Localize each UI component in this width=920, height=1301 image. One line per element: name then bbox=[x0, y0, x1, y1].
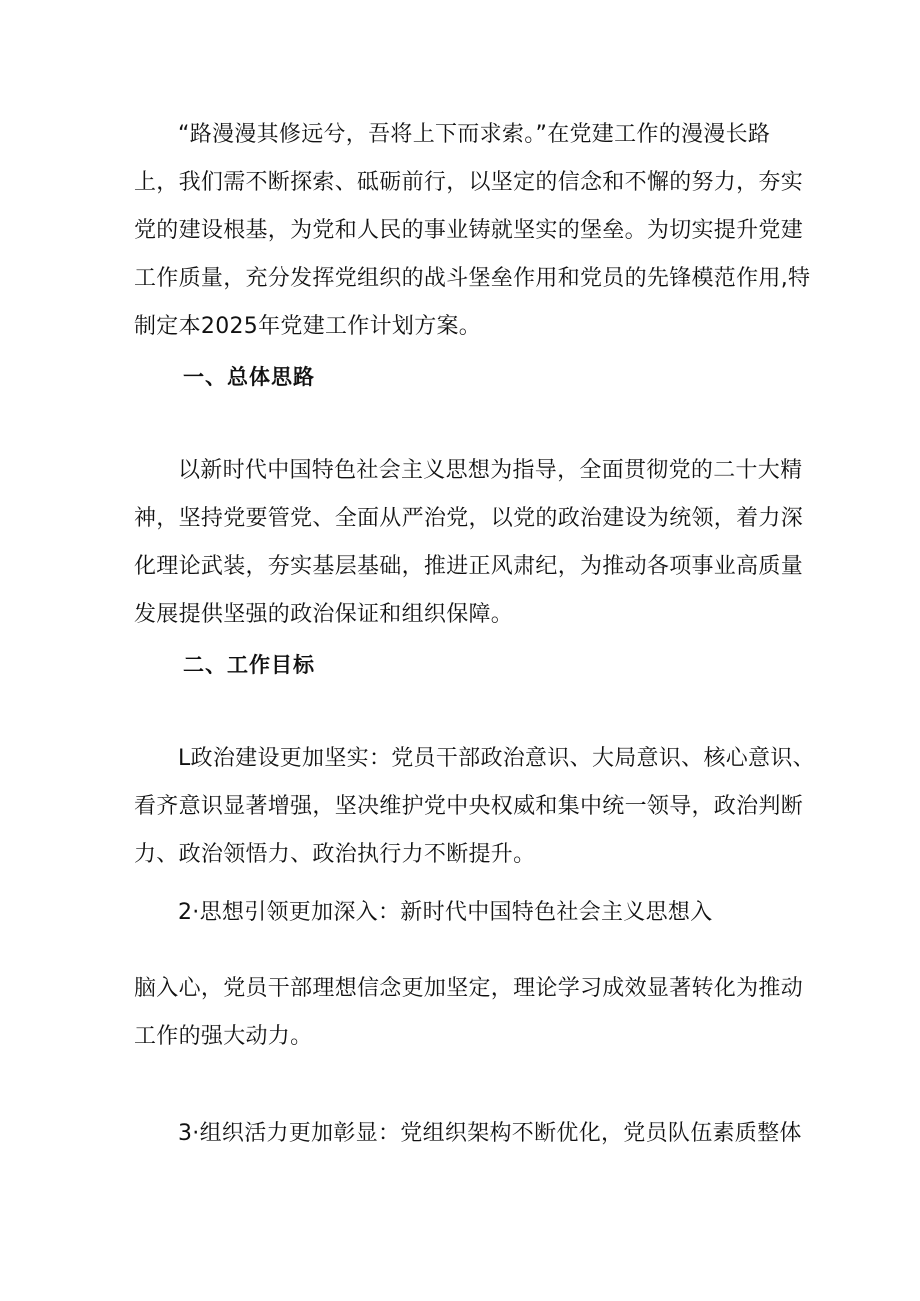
intro-line: 工作质量，充分发挥党组织的战斗堡垒作用和党员的先锋模范作用,特 bbox=[134, 266, 811, 291]
paragraph-line: 化理论武装，夯实基层基础，推进正风肃纪，为推动各项事业高质量 bbox=[134, 554, 804, 579]
section-heading: 一、总体思路 bbox=[183, 365, 315, 389]
goal-item-line: 工作的强大动力。 bbox=[134, 1024, 313, 1049]
intro-line: 制定本2025年党建工作计划方案。 bbox=[134, 314, 482, 339]
goal-item-line: L政治建设更加坚实：党员干部政治意识、大局意识、核心意识、 bbox=[178, 746, 815, 771]
intro-line: “路漫漫其修远兮，吾将上下而求索。”在党建工作的漫漫长路 bbox=[178, 122, 771, 147]
goal-item-line: 2·思想引领更加深入：新时代中国特色社会主义思想入 bbox=[178, 900, 713, 925]
intro-line: 上，我们需不断探索、砥砺前行，以坚定的信念和不懈的努力，夯实 bbox=[134, 170, 804, 195]
paragraph-line: 以新时代中国特色社会主义思想为指导，全面贯彻党的二十大精 bbox=[178, 458, 803, 483]
goal-item-line: 看齐意识显著增强，坚决维护党中央权威和集中统一领导，政治判断 bbox=[134, 794, 804, 819]
section-heading: 二、工作目标 bbox=[183, 653, 315, 677]
intro-line: 党的建设根基，为党和人民的事业铸就坚实的堡垒。为切实提升党建 bbox=[134, 218, 804, 243]
goal-item-line: 脑入心，党员干部理想信念更加坚定，理论学习成效显著转化为推动 bbox=[134, 976, 804, 1001]
goal-item-line: 3·组织活力更加彰显：党组织架构不断优化，党员队伍素质整体 bbox=[178, 1121, 802, 1146]
paragraph-line: 发展提供坚强的政治保证和组织保障。 bbox=[134, 602, 514, 627]
paragraph-line: 神，坚持党要管党、全面从严治党，以党的政治建设为统领，着力深 bbox=[134, 506, 804, 531]
goal-item-line: 力、政治领悟力、政治执行力不断提升。 bbox=[134, 842, 536, 867]
